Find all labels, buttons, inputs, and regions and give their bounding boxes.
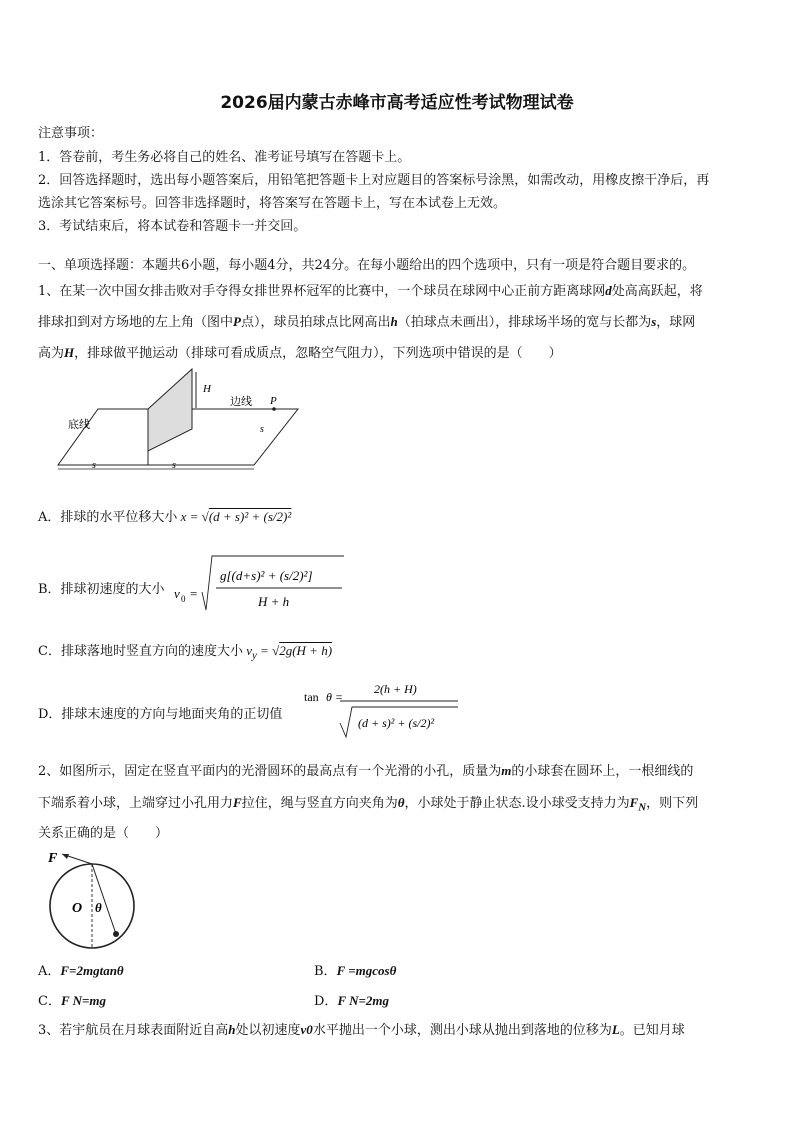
net-shape — [148, 369, 192, 451]
ball — [113, 931, 119, 937]
q2-option-b: B．F =mgcosθ — [314, 963, 397, 979]
q1-option-d: D．排球末速度的方向与地面夹角的正切值 — [38, 707, 283, 722]
page-title: 2026届内蒙古赤峰市高考适应性考试物理试卷 — [220, 93, 574, 113]
q1-court-figure — [52, 368, 312, 478]
label-s-1: s — [92, 460, 96, 471]
q2-line-2: 下端系着小球，上端穿过小孔用力F拉住，绳与竖直方向夹角为θ，小球处于静止状态.设小球受支持力为$F_N$，则下列 — [38, 795, 699, 814]
q1-option-a: A．排球的水平位移大小 x = √(d + s)² + (s/2)² — [38, 509, 292, 525]
q1-line-2: 排球扣到对方场地的左上角（图中P点），球员拍球点比网高出h（拍球点未画出），排球场半场的宽与长都为s，球网 — [38, 314, 696, 330]
svg-text:(d + s)² + (s/2)²: (d + s)² + (s/2)² — [358, 716, 435, 730]
notice-heading: 注意事项： — [38, 126, 104, 141]
q1-line-1: 1、在某一次中国女排击败对手夺得女排世界杯冠军的比赛中，一个球员在球网中心正前方距离球网d处高高跃起，将 — [38, 283, 703, 299]
label-F: F — [48, 851, 58, 866]
label-H: H — [203, 383, 211, 395]
notice-item-2: 2．回答选择题时，选出每小题答案后，用铅笔把答题卡上对应题目的答案标号涂黑，如需改动，用橡皮擦干净后，再 — [38, 173, 710, 188]
label-theta: θ — [95, 900, 102, 915]
svg-text:g[(d+s)² + (s/2)²]: g[(d+s)² + (s/2)²] — [220, 568, 313, 583]
q2-option-c: C．F N=mg — [38, 993, 107, 1009]
q3-line-1: 3、若宇航员在月球表面附近自高h处以初速度v0水平抛出一个小球，测出小球从抛出到落地的位移为L。已知月球 — [38, 1022, 685, 1038]
svg-text:v: v — [174, 586, 180, 601]
string-line — [92, 864, 116, 934]
label-baseline: 底线 — [68, 419, 90, 431]
svg-text:θ =: θ = — [326, 690, 343, 704]
label-sideline: 边线 — [230, 396, 252, 408]
q2-option-d: D．F N=2mg — [314, 993, 390, 1009]
label-s-2: s — [172, 460, 176, 471]
section-heading: 一、单项选择题：本题共6小题，每小题4分，共24分。在每小题给出的四个选项中，只有一项是符合题目要求的。 — [38, 258, 696, 273]
q1-option-d-formula — [302, 677, 462, 739]
notice-item-1: 1．答卷前，考生务必将自己的姓名、准考证号填写在答题卡上。 — [38, 150, 411, 165]
svg-text:=: = — [190, 586, 198, 601]
svg-text:0: 0 — [181, 594, 186, 604]
label-P: P — [270, 395, 277, 407]
label-O: O — [72, 901, 83, 916]
q1-line-3: 高为H，排球做平抛运动（排球可看成质点，忽略空气阻力），下列选项中错误的是（ ） — [38, 345, 562, 361]
q1-option-c: C．排球落地时竖直方向的速度大小 $v_y = √2g(H + h)$ — [38, 643, 333, 662]
notice-item-3: 3．考试结束后，将本试卷和答题卡一并交回。 — [38, 219, 307, 234]
q2-line-1: 2、如图所示，固定在竖直平面内的光滑圆环的最高点有一个光滑的小孔，质量为m的小球套在圆环上，一根细线的 — [38, 763, 694, 779]
label-s-3: s — [260, 424, 264, 435]
svg-text:H + h: H + h — [258, 594, 290, 609]
svg-text:tan: tan — [304, 690, 319, 704]
q1-option-b: B．排球初速度的大小 — [38, 582, 165, 597]
q1-option-b-formula — [172, 552, 347, 614]
point-P — [272, 407, 276, 411]
notice-item-2-cont: 选涂其它答案标号。回答非选择题时，将答案写在答题卡上，写在本试卷上无效。 — [38, 196, 507, 211]
q2-option-a: A．F=2mgtanθ — [38, 963, 124, 979]
q2-line-3: 关系正确的是（ ） — [38, 826, 169, 841]
svg-text:2(h + H): 2(h + H) — [374, 682, 417, 696]
q2-ring-figure — [40, 850, 150, 950]
